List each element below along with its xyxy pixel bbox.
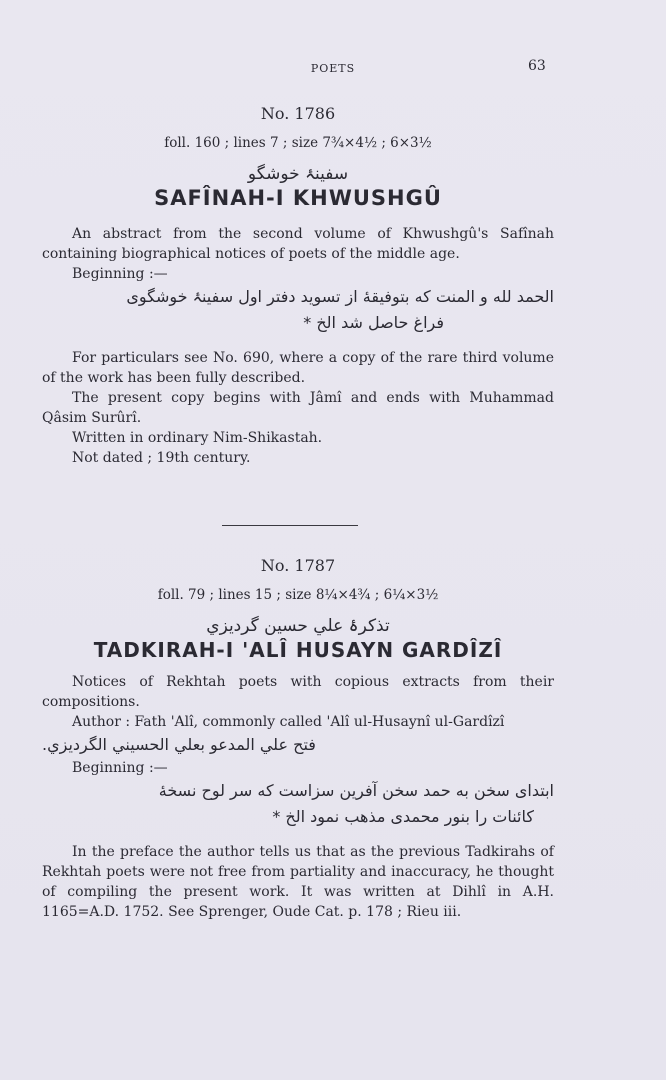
paragraph: Written in ordinary Nim-Shikastah. — [72, 430, 323, 446]
entry-meta: foll. 160 ; lines 7 ; size 7¾×4½ ; 6×3½ — [164, 135, 432, 151]
entry-number: No. 1787 — [260, 556, 336, 575]
entry-description: An abstract from the second volume of Khwushgû's Safînah containing biographical notices of poets of the middle age. — [42, 226, 554, 262]
entry-1786 — [42, 104, 554, 468]
entry-title: TADKIRAH-I 'ALÎ HUSAYN GARDÎZÎ — [93, 638, 503, 662]
paragraph: Not dated ; 19th century. — [72, 450, 251, 466]
beginning-text-line: الحمد لله و المنت که بتوفیقهٔ از تسوید دفتر اول سفینۂ خوشگوی — [126, 287, 554, 306]
entry-description: Notices of Rekhtah poets with copious extracts from their compositions. — [42, 674, 554, 710]
beginning-label: Beginning :— — [72, 266, 168, 282]
author-line: Author : Fath 'Alî, commonly called 'Alî ul-Husaynî ul-Gardîzî — [72, 714, 505, 730]
paragraph: For particulars see No. 690, where a copy of the rare third volume of the work has been fully described. — [42, 350, 554, 386]
entry-number: No. 1786 — [260, 104, 336, 123]
beginning-text-line: ابتدای سخن به حمد سخن آفرین سزاست که سر لوح نسخهٔ — [158, 781, 554, 800]
page-number: 63 — [528, 58, 546, 74]
entry-arabic-title: تذکرۂ علي حسین گردیزي — [206, 616, 390, 636]
running-head: POETS — [310, 62, 356, 75]
section-divider — [222, 525, 358, 526]
entry-arabic-title: سفینۂ خوشگو — [247, 164, 349, 184]
paragraph: In the preface the author tells us that as the previous Tadkirahs of Rekhtah poets were not free from partiality and inaccuracy, he thought of compiling the present work. It was written at Dihlî in A.H. 1165=A.D. 1752. See Sprenger, Oude Cat. p. 178 ; Rieu iii. — [42, 844, 554, 920]
beginning-text-line: کائنات را بنور محمدی مذهب نمود الخ * — [272, 807, 534, 826]
entry-1787 — [42, 556, 554, 922]
entry-meta: foll. 79 ; lines 15 ; size 8¼×4¾ ; 6¼×3½ — [157, 587, 439, 603]
beginning-text-line: فراغ حاصل شد الخ * — [303, 313, 444, 332]
paragraph: The present copy begins with Jâmî and ends with Muhammad Qâsim Surûrî. — [42, 390, 554, 426]
beginning-label: Beginning :— — [72, 760, 168, 776]
author-arabic: فتح علي المدعو بعلي الحسيني الگرديزي. — [42, 735, 316, 754]
entry-title: SAFÎNAH-I KHWUSHGÛ — [154, 186, 442, 210]
